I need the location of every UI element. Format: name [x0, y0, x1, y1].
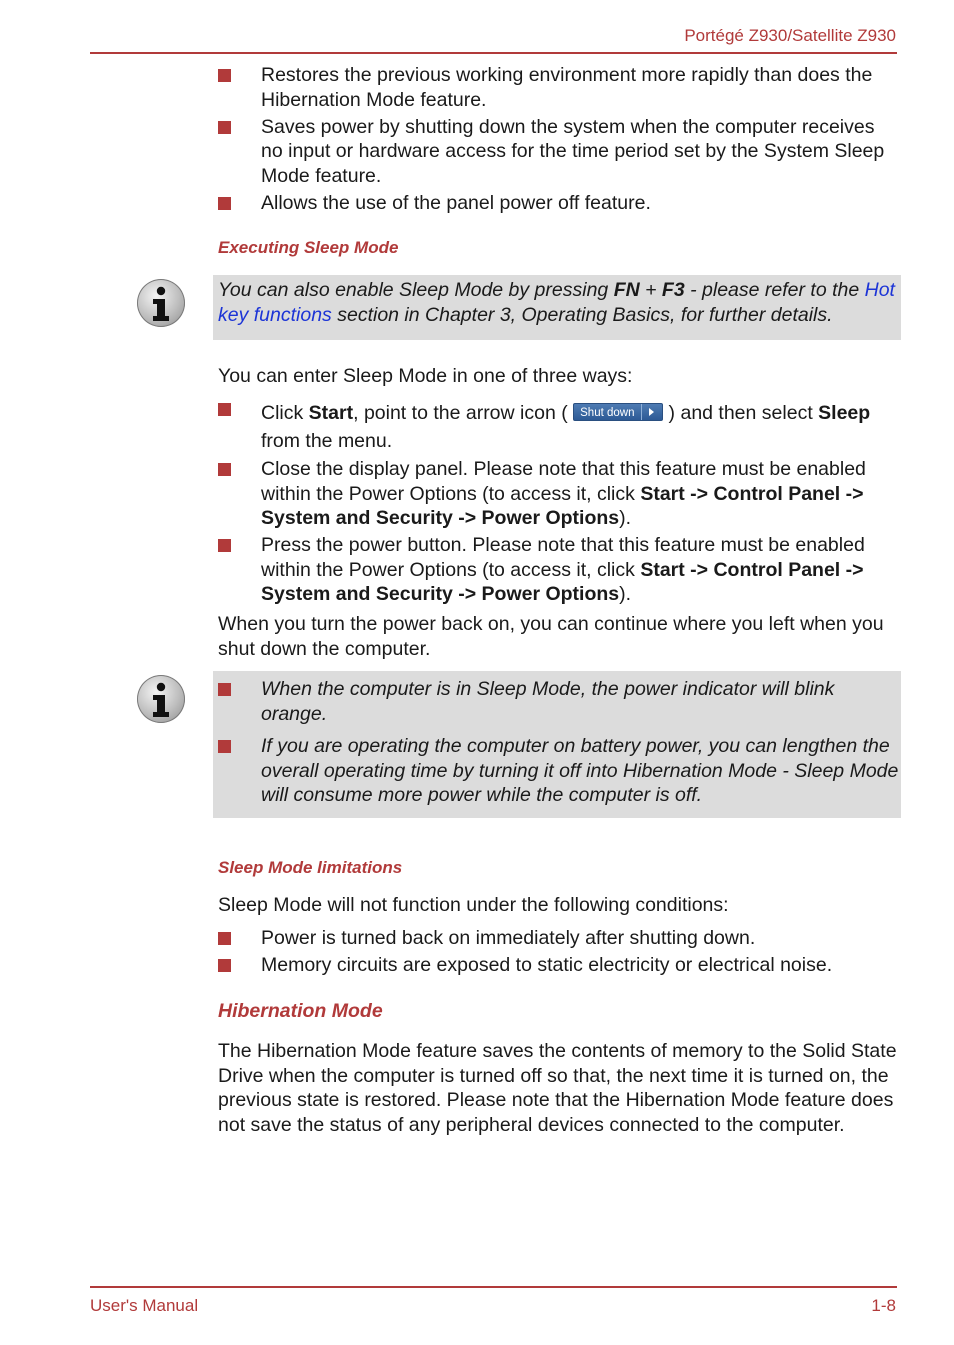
bullet-square-icon	[218, 740, 231, 753]
bullet-square-icon	[218, 197, 231, 210]
header-title: Portégé Z930/Satellite Z930	[684, 26, 896, 45]
bullet-square-icon	[218, 463, 231, 476]
note-box-fn-f3	[213, 275, 901, 340]
list-item: Memory circuits are exposed to static electricity or electrical noise.	[218, 953, 898, 978]
list-item: Close the display panel. Please note that this feature must be enabled within the Power Options (to access it, click Start -> Control Panel -> System and Security -> Power Options).	[218, 457, 898, 531]
chevron-right-icon	[641, 404, 662, 420]
list-item: Allows the use of the panel power off feature.	[218, 191, 898, 216]
note-text: You can also enable Sleep Mode by pressing FN + F3 - please refer to the Hot key functions section in Chapter 3, Operating Basics, for further details.	[218, 279, 895, 326]
bullet-square-icon	[218, 959, 231, 972]
list-item: When the computer is in Sleep Mode, the power indicator will blink orange.	[218, 677, 901, 726]
section-heading-limitations: Sleep Mode limitations	[218, 858, 403, 877]
footer-rule	[90, 1286, 897, 1288]
bullet-square-icon	[218, 403, 231, 416]
page-number: 1-8	[871, 1296, 896, 1315]
paragraph-conditions: Sleep Mode will not function under the following conditions:	[218, 894, 729, 916]
limitations-list	[218, 926, 898, 980]
hot-key-functions-link[interactable]: Hot key functions	[218, 279, 895, 326]
list-item: Saves power by shutting down the system when the computer receives no input or hardware access for the time period set by the System Sleep Mode feature.	[218, 115, 898, 189]
list-item: Press the power button. Please note that this feature must be enabled within the Power Options (to access it, click Start -> Control Panel -> System and Security -> Power Options).	[218, 533, 898, 607]
list-item: Restores the previous working environment more rapidly than does the Hibernation Mode feature.	[218, 63, 898, 112]
paragraph-power-back-on: When you turn the power back on, you can continue where you left when you shut down the computer.	[218, 613, 884, 660]
list-item: If you are operating the computer on battery power, you can lengthen the overall operating time by turning it off into Hibernation Mode - Sleep Mode will consume more power while the computer is off.	[218, 734, 901, 808]
bullet-square-icon	[218, 683, 231, 696]
bullet-square-icon	[218, 539, 231, 552]
sleep-methods-list	[218, 399, 898, 609]
info-icon	[137, 675, 185, 723]
section-heading-hibernation: Hibernation Mode	[218, 1000, 383, 1022]
bullet-square-icon	[218, 121, 231, 134]
paragraph-three-ways: You can enter Sleep Mode in one of three ways:	[218, 365, 633, 387]
header-rule	[90, 52, 897, 54]
list-item: Click Start, point to the arrow icon ( Shut down ) and then select Sleep from the menu.	[218, 399, 898, 455]
shut-down-button: Shut down	[573, 403, 663, 421]
bullet-square-icon	[218, 932, 231, 945]
bullet-square-icon	[218, 69, 231, 82]
info-icon	[137, 279, 185, 327]
feature-list	[218, 63, 898, 218]
section-heading-executing: Executing Sleep Mode	[218, 238, 399, 257]
note-list	[213, 671, 901, 808]
paragraph-hibernation: The Hibernation Mode feature saves the contents of memory to the Solid State Drive when the computer is turned off so that, the next time it is turned on, the previous state is restored. Please note that the Hibernation Mode feature does not save the status of any peripheral devices connected to the computer.	[218, 1040, 897, 1136]
footer-manual-title: User's Manual	[90, 1296, 199, 1315]
list-item: Power is turned back on immediately after shutting down.	[218, 926, 898, 951]
note-box-sleep	[213, 671, 901, 818]
